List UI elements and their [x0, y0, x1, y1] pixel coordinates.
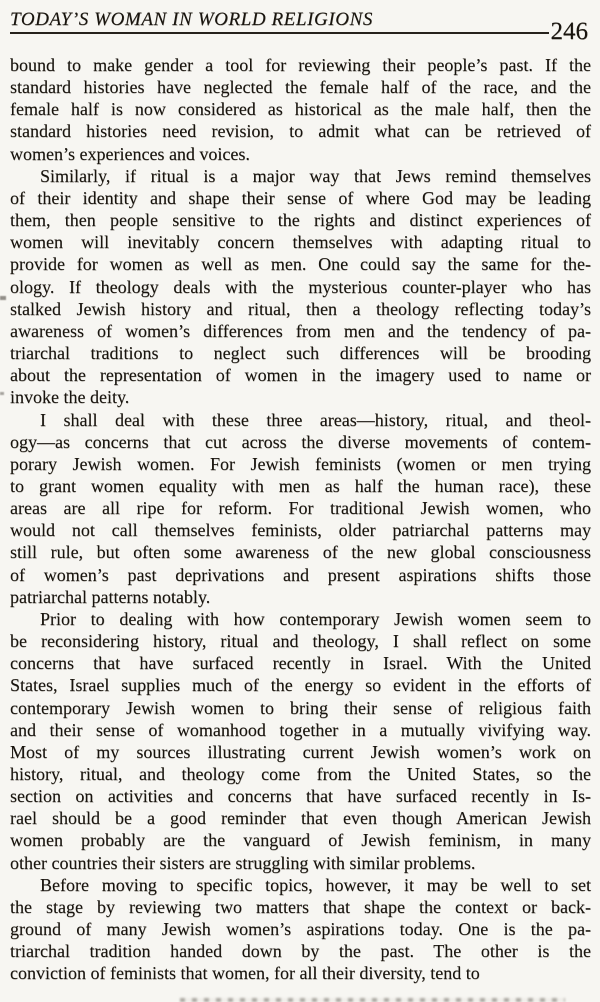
text-line: patriarchal patterns notably. — [10, 586, 211, 607]
text-line: would not call themselves feminists, older patriarchal patterns may — [10, 520, 591, 541]
text-line: women will inevitably concern themselves with adapting ritual to — [10, 232, 591, 253]
text-line: Prior to dealing with how contemporary Jewish women seem to — [40, 608, 591, 629]
text-line: contemporary Jewish women to bring their sense of religious faith — [10, 697, 591, 718]
text-line: States, Israel supplies much of the energy so evident in the efforts of — [10, 675, 591, 696]
text-line: conviction of feminists that women, for all their diversity, tend to — [10, 963, 480, 984]
text-line: porary Jewish women. For Jewish feminists (women or men trying — [10, 453, 591, 474]
text-line: ogy—as concerns that cut across the diverse movements of contem- — [10, 431, 591, 452]
text-line: triarchal tradition handed down by the past. The other is the — [10, 941, 591, 962]
text-line: the stage by reviewing two matters that shape the context or back- — [10, 896, 591, 917]
page-number: 246 — [550, 18, 588, 45]
text-line: invoke the deity. — [10, 387, 130, 408]
text-line: Similarly, if ritual is a major way that Jews remind themselves — [40, 165, 591, 186]
text-line: of women’s past deprivations and present aspirations shifts those — [10, 564, 591, 585]
paragraph — [10, 409, 591, 608]
body-text — [0, 34, 600, 985]
text-line: other countries their sisters are struggling with similar problems. — [10, 852, 476, 873]
paragraph — [10, 874, 591, 985]
text-line: provide for women as well as men. One could say the same for the- — [10, 254, 591, 275]
text-line: and their sense of womanhood together in a mutually vivifying way. — [10, 719, 591, 740]
text-line: standard histories have neglected the female half of the race, and the — [10, 77, 591, 98]
scan-edge-artifact — [0, 392, 4, 395]
page-header — [0, 0, 600, 45]
text-line: areas are all ripe for reform. For traditional Jewish women, who — [10, 498, 591, 519]
paragraph — [10, 608, 591, 874]
text-line: I shall deal with these three areas—history, ritual, and theol- — [40, 409, 591, 430]
text-line: stalked Jewish history and ritual, then a theology reflecting today’s — [10, 298, 591, 319]
text-line: of their identity and shape their sense of where God may be leading — [10, 187, 591, 208]
text-line: to grant women equality with men as half the human race), these — [10, 475, 591, 496]
text-line: Before moving to specific topics, however, it may be well to set — [40, 874, 591, 895]
text-line: women probably are the vanguard of Jewish feminism, in many — [10, 830, 591, 851]
text-line: female half is now considered as historical as the male half, then the — [10, 99, 591, 120]
text-line: ground of many Jewish women’s aspirations today. One is the pa- — [10, 919, 591, 940]
cropped-next-line-artifact — [180, 998, 565, 1002]
text-line: standard histories need revision, to admit what can be retrieved of — [10, 121, 591, 142]
text-line: rael should be a good reminder that even though American Jewish — [10, 808, 591, 829]
text-line: Most of my sources illustrating current Jewish women’s work on — [10, 741, 591, 762]
text-line: ology. If theology deals with the mysterious counter-player who has — [10, 276, 591, 297]
text-line: women’s experiences and voices. — [10, 143, 250, 164]
text-line: them, then people sensitive to the rights and distinct experiences of — [10, 210, 591, 231]
text-line: still rule, but often some awareness of the new global consciousness — [10, 542, 591, 563]
scan-edge-artifact — [0, 296, 6, 300]
text-line: awareness of women’s differences from men and the tendency of pa- — [10, 320, 591, 341]
text-line: about the representation of women in the imagery used to name or — [10, 365, 591, 386]
paragraph — [10, 54, 591, 165]
text-line: history, ritual, and theology come from the United States, so the — [10, 764, 591, 784]
header-rule — [10, 9, 549, 34]
text-line: concerns that have surfaced recently in Israel. With the United — [10, 653, 591, 674]
text-line: section on activities and concerns that have surfaced recently in Is- — [10, 786, 591, 807]
paragraph — [10, 165, 591, 409]
text-line: triarchal traditions to neglect such differences will be brooding — [10, 343, 591, 364]
running-head-title: TODAY’S WOMAN IN WORLD RELIGIONS — [10, 9, 373, 30]
text-line: bound to make gender a tool for reviewing their people’s past. If the — [10, 55, 591, 75]
text-line: be reconsidering history, ritual and theology, I shall reflect on some — [10, 631, 591, 652]
